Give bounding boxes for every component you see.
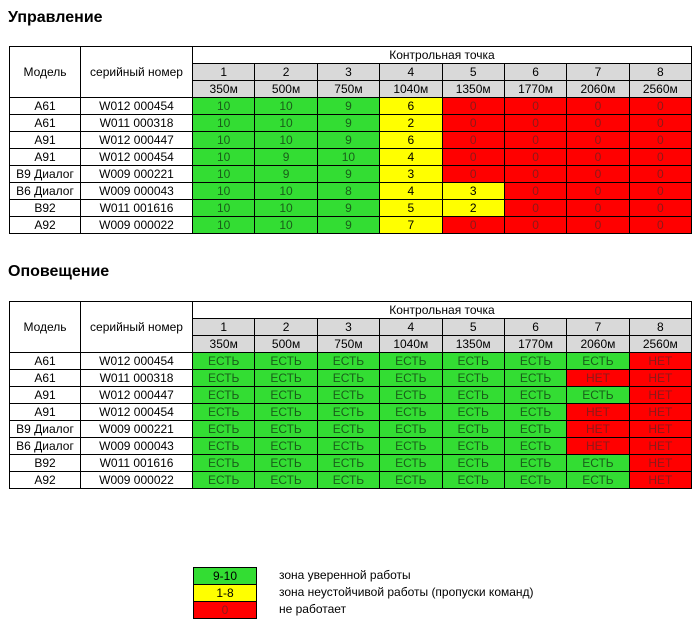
table-row [10,115,692,132]
signal-cell: 0 [442,166,504,183]
checkpoint-number: 1 [193,319,255,336]
signal-cell: ЕСТЬ [193,353,255,370]
table-row [10,421,692,438]
signal-cell: 0 [567,217,629,234]
signal-cell: 0 [629,149,691,166]
signal-cell: 2 [442,200,504,217]
table-row [10,404,692,421]
serial-cell: W009 000043 [81,183,193,200]
signal-cell: 0 [504,115,566,132]
table-row [10,472,692,489]
checkpoint-distance: 1040м [380,81,442,98]
signal-cell: ЕСТЬ [504,472,566,489]
model-cell: A61 [10,370,81,387]
model-cell: B9 Диалог [10,166,81,183]
serial-cell: W009 000221 [81,166,193,183]
signal-cell: 4 [380,149,442,166]
checkpoint-number: 5 [442,64,504,81]
signal-cell: ЕСТЬ [255,353,317,370]
signal-cell: НЕТ [629,472,691,489]
signal-cell: 9 [317,115,379,132]
table-row [10,438,692,455]
signal-cell: ЕСТЬ [317,438,379,455]
checkpoint-distance: 2060м [567,336,629,353]
signal-cell: ЕСТЬ [442,455,504,472]
checkpoint-distance: 2060м [567,81,629,98]
signal-cell: 9 [317,217,379,234]
serial-header: серийный номер [81,302,193,353]
table-row [10,370,692,387]
checkpoint-number: 1 [193,64,255,81]
model-cell: A91 [10,387,81,404]
signal-cell: 0 [504,149,566,166]
signal-cell: 10 [193,166,255,183]
signal-cell: ЕСТЬ [193,387,255,404]
signal-cell: ЕСТЬ [193,455,255,472]
signal-cell: 10 [193,183,255,200]
signal-cell: 7 [380,217,442,234]
serial-cell: W009 000221 [81,421,193,438]
serial-cell: W009 000022 [81,217,193,234]
signal-cell: НЕТ [567,438,629,455]
checkpoint-number: 6 [504,64,566,81]
signal-cell: ЕСТЬ [193,472,255,489]
signal-cell: ЕСТЬ [504,387,566,404]
signal-cell: ЕСТЬ [255,387,317,404]
model-cell: A91 [10,149,81,166]
signal-cell: НЕТ [567,370,629,387]
signal-cell: 0 [629,98,691,115]
serial-cell: W009 000022 [81,472,193,489]
checkpoint-number: 4 [380,64,442,81]
checkpoint-number: 5 [442,319,504,336]
signal-cell: 0 [442,132,504,149]
signal-cell: 9 [317,132,379,149]
signal-cell: 0 [442,98,504,115]
signal-cell: 0 [567,200,629,217]
signal-cell: 3 [442,183,504,200]
signal-cell: 0 [504,200,566,217]
signal-cell: НЕТ [629,438,691,455]
signal-cell: ЕСТЬ [380,404,442,421]
serial-cell: W011 000318 [81,115,193,132]
signal-cell: ЕСТЬ [255,455,317,472]
control-table [9,46,692,234]
checkpoint-distance: 500м [255,336,317,353]
checkpoint-distance: 1350м [442,336,504,353]
signal-cell: НЕТ [567,421,629,438]
checkpoint-number: 2 [255,64,317,81]
checkpoint-number: 6 [504,319,566,336]
checkpoint-distance: 2560м [629,81,691,98]
signal-cell: ЕСТЬ [504,421,566,438]
table-row [10,166,692,183]
signal-cell: ЕСТЬ [504,455,566,472]
signal-cell: ЕСТЬ [317,370,379,387]
model-cell: B92 [10,200,81,217]
checkpoint-number: 4 [380,319,442,336]
signal-cell: ЕСТЬ [193,404,255,421]
signal-cell: 10 [255,217,317,234]
signal-cell: 0 [629,166,691,183]
signal-cell: 0 [442,115,504,132]
signal-cell: ЕСТЬ [442,472,504,489]
serial-cell: W009 000043 [81,438,193,455]
signal-cell: ЕСТЬ [380,353,442,370]
signal-cell: ЕСТЬ [380,370,442,387]
signal-cell: 0 [504,98,566,115]
signal-cell: 10 [193,200,255,217]
signal-cell: ЕСТЬ [380,387,442,404]
signal-cell: ЕСТЬ [504,370,566,387]
signal-cell: 0 [442,149,504,166]
signal-cell: ЕСТЬ [567,353,629,370]
signal-cell: 10 [193,115,255,132]
signal-cell: 10 [255,98,317,115]
signal-cell: 0 [504,217,566,234]
signal-cell: 0 [504,183,566,200]
signal-cell: 3 [380,166,442,183]
model-cell: A92 [10,472,81,489]
signal-cell: ЕСТЬ [317,404,379,421]
checkpoint-distance: 1350м [442,81,504,98]
signal-cell: НЕТ [629,387,691,404]
signal-cell: 0 [504,166,566,183]
signal-cell: 9 [255,149,317,166]
signal-cell: 10 [193,149,255,166]
model-header: Модель [10,47,81,98]
model-cell: B6 Диалог [10,438,81,455]
model-cell: A91 [10,404,81,421]
signal-cell: ЕСТЬ [442,404,504,421]
signal-cell: НЕТ [629,455,691,472]
header-row-group [10,302,692,319]
checkpoint-number: 7 [567,319,629,336]
signal-cell: ЕСТЬ [255,421,317,438]
signal-cell: 10 [193,98,255,115]
serial-cell: W012 000454 [81,98,193,115]
section-title-alert: Оповещение [8,263,110,280]
signal-cell: 10 [255,132,317,149]
signal-cell: ЕСТЬ [380,455,442,472]
signal-cell: ЕСТЬ [255,370,317,387]
signal-cell: 5 [380,200,442,217]
legend-text-red: не работает [279,602,347,616]
checkpoint-distance: 2560м [629,336,691,353]
signal-cell: 0 [629,115,691,132]
signal-cell: ЕСТЬ [255,472,317,489]
signal-cell: ЕСТЬ [567,472,629,489]
table-row [10,353,692,370]
signal-cell: НЕТ [629,421,691,438]
signal-cell: НЕТ [629,370,691,387]
checkpoint-number: 8 [629,319,691,336]
signal-cell: ЕСТЬ [317,353,379,370]
legend-swatch-red: 0 [193,601,257,619]
signal-cell: ЕСТЬ [504,404,566,421]
signal-cell: ЕСТЬ [504,438,566,455]
signal-cell: ЕСТЬ [442,438,504,455]
signal-cell: 10 [255,200,317,217]
signal-cell: 9 [317,98,379,115]
signal-cell: ЕСТЬ [255,438,317,455]
signal-cell: 10 [255,115,317,132]
signal-cell: ЕСТЬ [380,421,442,438]
checkpoint-distance: 350м [193,336,255,353]
checkpoint-group-header: Контрольная точка [193,302,692,319]
checkpoint-distance: 750м [317,336,379,353]
model-cell: B92 [10,455,81,472]
serial-cell: W011 001616 [81,455,193,472]
signal-cell: ЕСТЬ [380,438,442,455]
signal-cell: 0 [567,166,629,183]
model-cell: B6 Диалог [10,183,81,200]
table-row [10,98,692,115]
serial-cell: W011 001616 [81,200,193,217]
serial-cell: W011 000318 [81,370,193,387]
signal-cell: ЕСТЬ [255,404,317,421]
serial-cell: W012 000447 [81,387,193,404]
signal-cell: 0 [629,183,691,200]
table-row [10,217,692,234]
model-cell: A61 [10,353,81,370]
checkpoint-number: 2 [255,319,317,336]
header-row-group [10,47,692,64]
serial-cell: W012 000447 [81,132,193,149]
signal-cell: НЕТ [629,404,691,421]
checkpoint-distance: 1040м [380,336,442,353]
signal-cell: 2 [380,115,442,132]
signal-cell: ЕСТЬ [193,438,255,455]
signal-cell: ЕСТЬ [442,421,504,438]
signal-cell: 4 [380,183,442,200]
signal-cell: 0 [567,149,629,166]
model-header: Модель [10,302,81,353]
checkpoint-distance: 350м [193,81,255,98]
legend-text-green: зона уверенной работы [279,568,411,582]
signal-cell: 10 [193,132,255,149]
signal-cell: 10 [193,217,255,234]
checkpoint-distance: 500м [255,81,317,98]
signal-cell: ЕСТЬ [567,455,629,472]
checkpoint-distance: 1770м [504,81,566,98]
serial-header: серийный номер [81,47,193,98]
model-cell: A92 [10,217,81,234]
signal-cell: 8 [317,183,379,200]
signal-cell: 6 [380,132,442,149]
checkpoint-number: 3 [317,319,379,336]
signal-cell: ЕСТЬ [193,421,255,438]
signal-cell: ЕСТЬ [317,455,379,472]
signal-cell: 0 [629,217,691,234]
signal-cell: 0 [567,98,629,115]
table-row [10,455,692,472]
signal-cell: ЕСТЬ [442,370,504,387]
checkpoint-number: 7 [567,64,629,81]
checkpoint-group-header: Контрольная точка [193,47,692,64]
signal-cell: ЕСТЬ [504,353,566,370]
serial-cell: W012 000454 [81,353,193,370]
serial-cell: W012 000454 [81,404,193,421]
table-row [10,132,692,149]
table-row [10,149,692,166]
checkpoint-distance: 1770м [504,336,566,353]
serial-cell: W012 000454 [81,149,193,166]
signal-cell: 10 [255,183,317,200]
signal-cell: ЕСТЬ [193,370,255,387]
legend-swatch-green: 9-10 [193,567,257,585]
checkpoint-number: 8 [629,64,691,81]
signal-cell: ЕСТЬ [567,387,629,404]
signal-cell: НЕТ [567,404,629,421]
signal-cell: ЕСТЬ [442,353,504,370]
signal-cell: ЕСТЬ [317,387,379,404]
signal-cell: 9 [255,166,317,183]
table-row [10,200,692,217]
signal-cell: ЕСТЬ [380,472,442,489]
section-title-control: Управление [8,9,103,26]
signal-cell: 0 [442,217,504,234]
legend-swatch-yellow: 1-8 [193,584,257,602]
signal-cell: 0 [567,183,629,200]
signal-cell: 0 [567,115,629,132]
table-row [10,387,692,404]
signal-cell: ЕСТЬ [317,472,379,489]
signal-cell: ЕСТЬ [317,421,379,438]
signal-cell: 6 [380,98,442,115]
signal-cell: 9 [317,200,379,217]
signal-cell: 0 [567,132,629,149]
checkpoint-distance: 750м [317,81,379,98]
signal-cell: 0 [629,200,691,217]
model-cell: A61 [10,115,81,132]
table-row [10,183,692,200]
signal-cell: ЕСТЬ [442,387,504,404]
signal-cell: 10 [317,149,379,166]
signal-cell: 0 [504,132,566,149]
model-cell: A61 [10,98,81,115]
signal-cell: 9 [317,166,379,183]
alert-table [9,301,692,489]
model-cell: B9 Диалог [10,421,81,438]
model-cell: A91 [10,132,81,149]
legend-text-yellow: зона неустойчивой работы (пропуски команд) [279,585,534,599]
signal-cell: НЕТ [629,353,691,370]
signal-cell: 0 [629,132,691,149]
checkpoint-number: 3 [317,64,379,81]
